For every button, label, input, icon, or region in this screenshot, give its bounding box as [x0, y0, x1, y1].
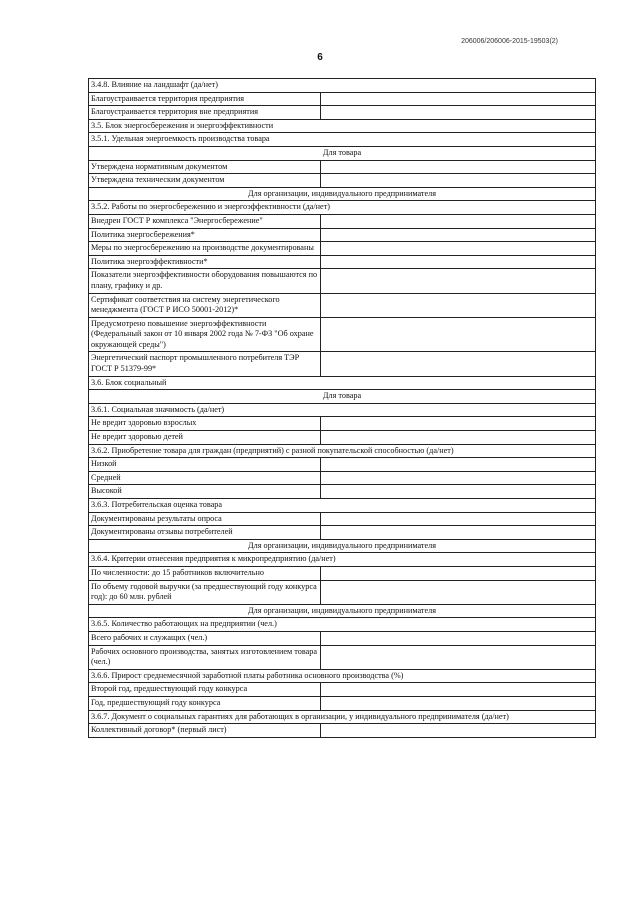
subheading-label: Для организации, индивидуального предпринимателя: [89, 187, 596, 201]
section-row: [89, 669, 596, 683]
field-value-cell[interactable]: [321, 242, 596, 256]
section-row: [89, 403, 596, 417]
field-label: Предусмотрено повышение энергоэффективности (Федеральный закон от 10 января 2002 года № 7-ФЗ "Об охране окружающей среды"): [89, 317, 321, 352]
subheading-row: [89, 146, 596, 160]
section-row: [89, 119, 596, 133]
subheading-label: Для организации, индивидуального предпринимателя: [89, 604, 596, 618]
field-row: [89, 214, 596, 228]
field-value-cell[interactable]: [321, 214, 596, 228]
section-heading: 3.6.6. Прирост среднемесячной заработной платы работника основного производства (%): [89, 669, 596, 683]
subheading-label: Для организации, индивидуального предпринимателя: [89, 539, 596, 553]
section-heading: 3.5.1. Удельная энергоемкость производства товара: [89, 133, 596, 147]
field-value-cell[interactable]: [321, 471, 596, 485]
field-value-cell[interactable]: [321, 631, 596, 645]
subheading-row: [89, 539, 596, 553]
field-value-cell[interactable]: [321, 458, 596, 472]
field-value-cell[interactable]: [321, 228, 596, 242]
section-row: [89, 710, 596, 724]
field-value-cell[interactable]: [321, 352, 596, 376]
field-row: [89, 160, 596, 174]
field-row: [89, 431, 596, 445]
field-label: Утверждена нормативным документом: [89, 160, 321, 174]
field-row: [89, 293, 596, 317]
field-row: [89, 92, 596, 106]
field-label: Меры по энергосбережению на производстве документированы: [89, 242, 321, 256]
form-table: [88, 78, 596, 738]
field-value-cell[interactable]: [321, 417, 596, 431]
section-heading: 3.6.3. Потребительская оценка товара: [89, 499, 596, 513]
field-value-cell[interactable]: [321, 485, 596, 499]
field-value-cell[interactable]: [321, 106, 596, 120]
subheading-label: Для товара: [89, 146, 596, 160]
field-label: Внедрен ГОСТ Р комплекса "Энергосбережение": [89, 214, 321, 228]
section-heading: 3.5. Блок энергосбережения и энергоэффективности: [89, 119, 596, 133]
field-value-cell[interactable]: [321, 160, 596, 174]
section-heading: 3.4.8. Влияние на ландшафт (да/нет): [89, 79, 596, 93]
field-row: [89, 724, 596, 738]
field-label: Не вредит здоровью взрослых: [89, 417, 321, 431]
subheading-row: [89, 187, 596, 201]
field-value-cell[interactable]: [321, 645, 596, 669]
field-label: Всего рабочих и служащих (чел.): [89, 631, 321, 645]
field-row: [89, 242, 596, 256]
section-row: [89, 133, 596, 147]
field-label: Документированы результаты опроса: [89, 512, 321, 526]
field-row: [89, 631, 596, 645]
form-table-body: [89, 79, 596, 738]
field-row: [89, 417, 596, 431]
field-value-cell[interactable]: [321, 512, 596, 526]
field-value-cell[interactable]: [321, 269, 596, 293]
field-row: [89, 485, 596, 499]
field-label: Коллективный договор* (первый лист): [89, 724, 321, 738]
field-value-cell[interactable]: [321, 566, 596, 580]
field-label: Политика энергоэффективности*: [89, 255, 321, 269]
section-heading: 3.6.7. Документ о социальных гарантиях для работающих в организации, у индивидуального предпринимателя (да/нет): [89, 710, 596, 724]
field-row: [89, 317, 596, 352]
field-label: По объему годовой выручки (за предшествующий году конкурса год): до 60 млн. рублей: [89, 580, 321, 604]
section-heading: 3.6.5. Количество работающих на предприятии (чел.): [89, 618, 596, 632]
field-label: Сертификат соответствия на систему энергетического менеджмента (ГОСТ Р ИСО 50001-2012)*: [89, 293, 321, 317]
field-value-cell[interactable]: [321, 683, 596, 697]
field-row: [89, 645, 596, 669]
section-heading: 3.5.2. Работы по энергосбережению и энергоэффективности (да/нет): [89, 201, 596, 215]
field-label: Благоустраивается территория предприятия: [89, 92, 321, 106]
field-value-cell[interactable]: [321, 255, 596, 269]
field-label: Высокой: [89, 485, 321, 499]
section-row: [89, 444, 596, 458]
field-label: Год, предшествующий году конкурса: [89, 696, 321, 710]
section-row: [89, 618, 596, 632]
field-row: [89, 458, 596, 472]
section-heading: 3.6.2. Приобретение товара для граждан (предприятий) с разной покупательской способностью (да/нет): [89, 444, 596, 458]
field-label: Рабочих основного производства, занятых изготовлением товара (чел.): [89, 645, 321, 669]
field-row: [89, 269, 596, 293]
section-heading: 3.6.1. Социальная значимость (да/нет): [89, 403, 596, 417]
section-row: [89, 79, 596, 93]
field-label: Средней: [89, 471, 321, 485]
field-label: Утверждена техническим документом: [89, 174, 321, 188]
field-row: [89, 174, 596, 188]
field-row: [89, 352, 596, 376]
page-number: 6: [317, 52, 323, 63]
field-row: [89, 683, 596, 697]
field-row: [89, 566, 596, 580]
field-value-cell[interactable]: [321, 580, 596, 604]
field-value-cell[interactable]: [321, 696, 596, 710]
section-heading: 3.6. Блок социальный: [89, 376, 596, 390]
field-value-cell[interactable]: [321, 174, 596, 188]
field-row: [89, 580, 596, 604]
field-row: [89, 526, 596, 540]
field-value-cell[interactable]: [321, 293, 596, 317]
field-label: Благоустраивается территория вне предприятия: [89, 106, 321, 120]
field-row: [89, 106, 596, 120]
field-label: Документированы отзывы потребителей: [89, 526, 321, 540]
section-heading: 3.6.4. Критерии отнесения предприятия к микропредприятию (да/нет): [89, 553, 596, 567]
field-label: Низкой: [89, 458, 321, 472]
field-label: Второй год, предшествующий году конкурса: [89, 683, 321, 697]
subheading-label: Для товара: [89, 390, 596, 404]
field-row: [89, 696, 596, 710]
field-label: Энергетический паспорт промышленного потребителя ТЭР ГОСТ Р 51379-99*: [89, 352, 321, 376]
field-row: [89, 255, 596, 269]
field-value-cell[interactable]: [321, 526, 596, 540]
field-value-cell[interactable]: [321, 724, 596, 738]
section-row: [89, 499, 596, 513]
field-row: [89, 471, 596, 485]
field-value-cell[interactable]: [321, 431, 596, 445]
field-value-cell[interactable]: [321, 317, 596, 352]
field-label: Показатели энергоэффективности оборудования повышаются по плану, графику и др.: [89, 269, 321, 293]
field-row: [89, 228, 596, 242]
document-id: 206006/206006-2015-19503(2): [461, 38, 558, 45]
field-value-cell[interactable]: [321, 92, 596, 106]
section-row: [89, 201, 596, 215]
section-row: [89, 376, 596, 390]
field-label: По численности: до 15 работников включительно: [89, 566, 321, 580]
field-row: [89, 512, 596, 526]
field-label: Политика энергосбережения*: [89, 228, 321, 242]
subheading-row: [89, 390, 596, 404]
field-label: Не вредит здоровью детей: [89, 431, 321, 445]
subheading-row: [89, 604, 596, 618]
section-row: [89, 553, 596, 567]
